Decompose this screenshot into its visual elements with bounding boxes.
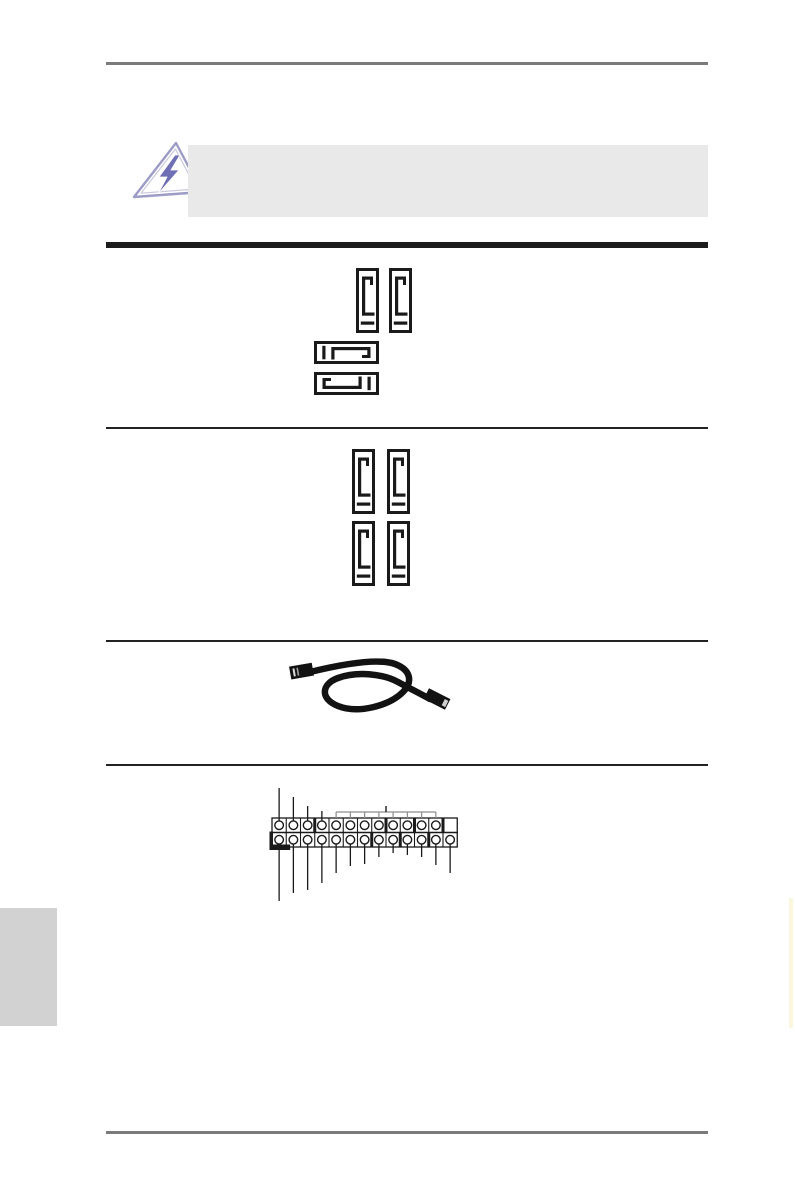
pin-circle — [346, 821, 355, 830]
pin1-marker — [270, 832, 274, 849]
section-divider — [106, 640, 708, 642]
pin-circle — [389, 821, 398, 830]
section-heading-rule — [106, 242, 708, 248]
section-divider — [106, 764, 708, 766]
pin-circle — [318, 835, 327, 844]
warning-note-box — [188, 145, 708, 217]
sata-connector-horizontal — [314, 340, 379, 364]
pin-circle — [375, 821, 384, 830]
pin-circle — [432, 821, 441, 830]
pin-circle — [289, 835, 298, 844]
pin-circle — [332, 821, 341, 830]
chapter-side-tab — [0, 908, 57, 1026]
section-divider — [106, 427, 708, 429]
bottom-rule — [106, 1131, 708, 1134]
pin-circle — [303, 835, 312, 844]
pin-circle — [432, 835, 441, 844]
sata-connector-vertical — [356, 268, 379, 333]
sata-connector-vertical — [352, 521, 375, 586]
pin-circle — [289, 821, 298, 830]
sata-connector-vertical — [389, 268, 412, 333]
pin-circle — [403, 835, 412, 844]
pin-circle — [403, 821, 412, 830]
cable-connector-left — [289, 663, 314, 680]
pin-header-diagram — [256, 776, 474, 910]
cable-connector-right — [424, 688, 451, 710]
pin-circle — [318, 821, 327, 830]
pin-circle — [346, 835, 355, 844]
pin-circle — [417, 821, 426, 830]
pin-circle — [446, 835, 455, 844]
pin-circle — [375, 835, 384, 844]
pin-circle — [275, 821, 284, 830]
pin-circle — [360, 821, 369, 830]
top-rule — [106, 62, 708, 65]
sata-data-cable-photo — [283, 648, 458, 736]
pin-circle — [360, 835, 369, 844]
pin-circle — [332, 835, 341, 844]
sata-connector-vertical — [387, 521, 410, 586]
pin-circle — [389, 835, 398, 844]
sata-connector-vertical — [352, 449, 375, 514]
sata-connector-vertical — [387, 449, 410, 514]
pin-circle — [417, 835, 426, 844]
pin-circle — [303, 821, 312, 830]
sata-connector-horizontal — [314, 371, 379, 395]
pin-circle — [275, 835, 284, 844]
page-edge-artifact — [789, 898, 793, 1028]
